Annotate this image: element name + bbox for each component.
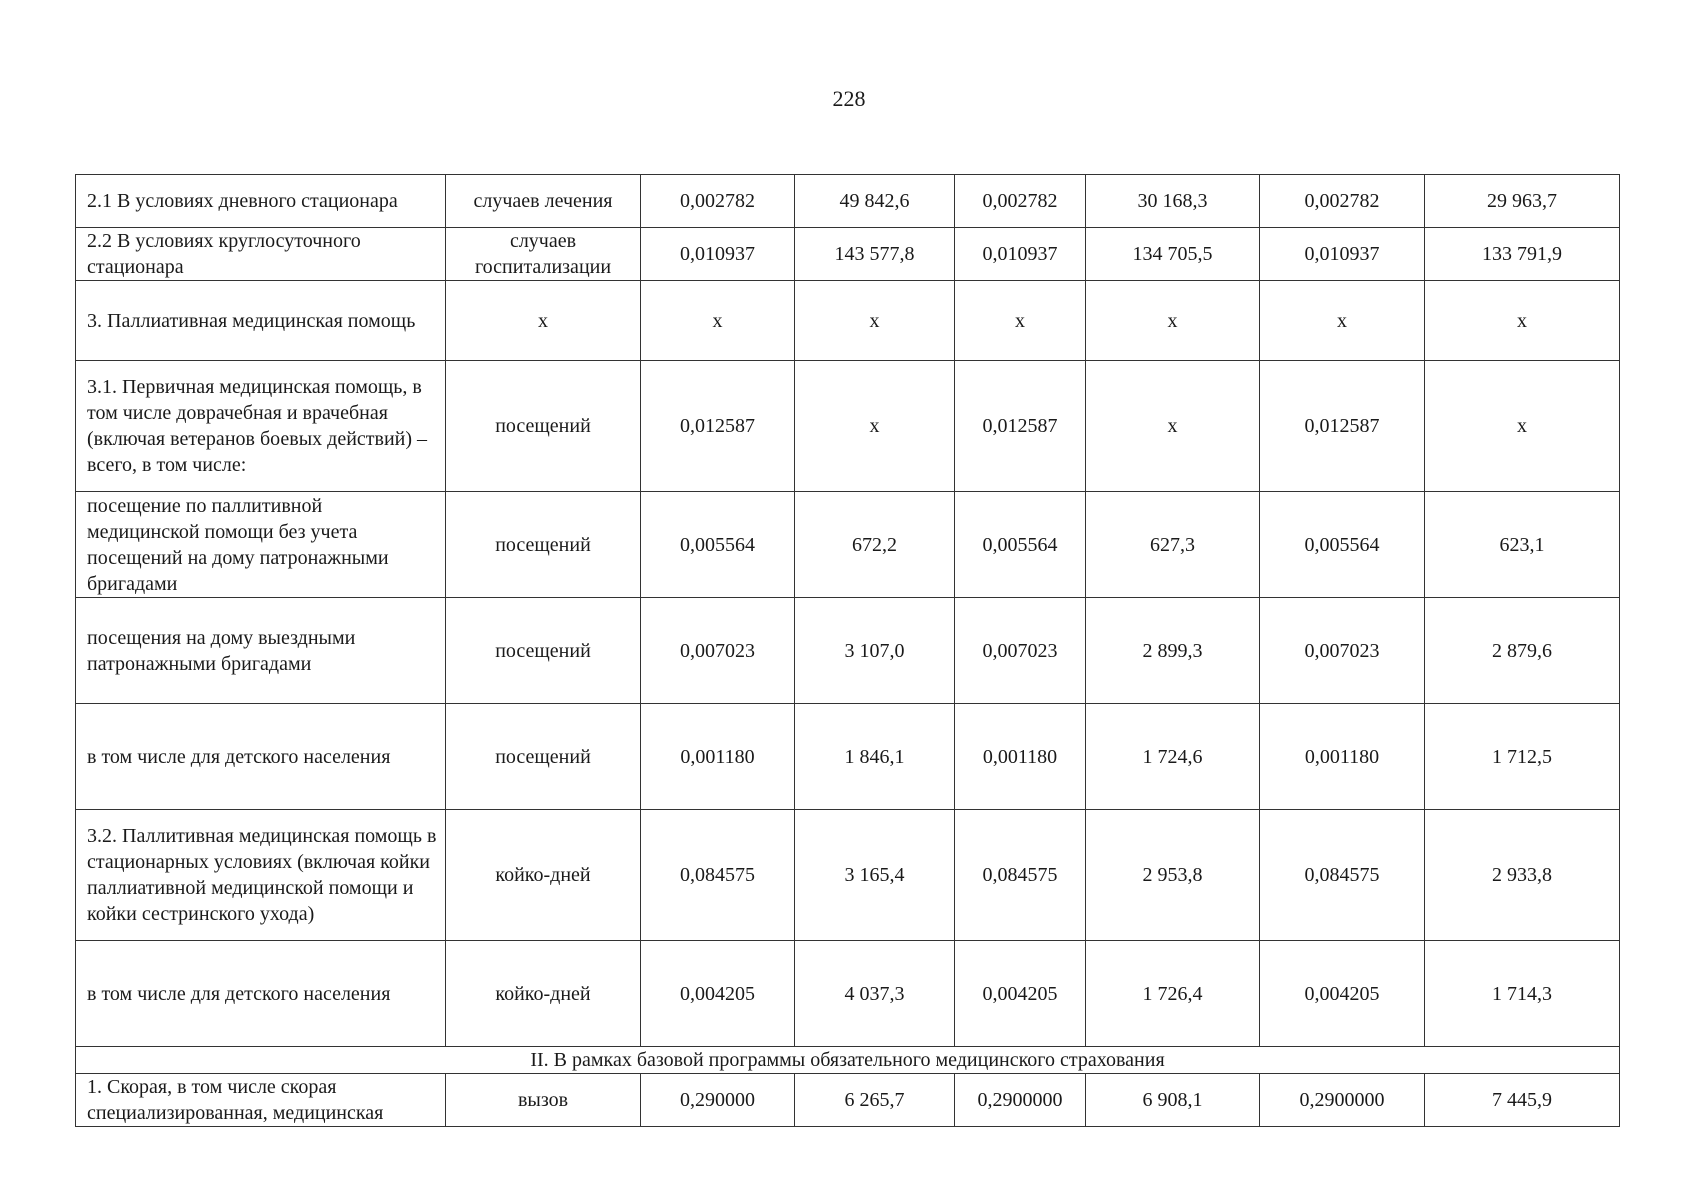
value-cell: х [1086, 281, 1260, 361]
value-cell: 0,002782 [641, 175, 795, 228]
row-description: в том числе для детского населения [76, 704, 446, 810]
value-cell: х [1086, 361, 1260, 492]
row-description: 2.1 В условиях дневного стационара [76, 175, 446, 228]
table-row [76, 492, 1620, 598]
value-cell: 0,002782 [955, 175, 1086, 228]
value-cell: 2 933,8 [1425, 810, 1620, 941]
value-cell: х [1425, 361, 1620, 492]
value-cell: 0,007023 [1260, 598, 1425, 704]
value-cell: 1 714,3 [1425, 941, 1620, 1047]
value-cell: 0,290000 [641, 1074, 795, 1127]
table-row [76, 1074, 1620, 1127]
unit-cell: посещений [446, 492, 641, 598]
unit-cell: койко-дней [446, 941, 641, 1047]
value-cell: 0,2900000 [955, 1074, 1086, 1127]
value-cell: 7 445,9 [1425, 1074, 1620, 1127]
value-cell: 0,004205 [1260, 941, 1425, 1047]
unit-cell: койко-дней [446, 810, 641, 941]
value-cell: 133 791,9 [1425, 228, 1620, 281]
table-row [76, 704, 1620, 810]
value-cell: х [641, 281, 795, 361]
value-cell: 0,010937 [1260, 228, 1425, 281]
page-number: 228 [832, 86, 866, 111]
value-cell: 0,012587 [955, 361, 1086, 492]
unit-cell: случаев госпитализации [446, 228, 641, 281]
value-cell: 143 577,8 [795, 228, 955, 281]
value-cell: 29 963,7 [1425, 175, 1620, 228]
value-cell: 0,010937 [955, 228, 1086, 281]
value-cell: 0,084575 [1260, 810, 1425, 941]
value-cell: 0,004205 [641, 941, 795, 1047]
section-header-row [76, 1047, 1620, 1074]
value-cell: 3 165,4 [795, 810, 955, 941]
row-description: 3.1. Первичная медицинская помощь, в том числе доврачебная и врачебная (включая ветеранов боевых действий) – всего, в том числе: [76, 361, 446, 492]
value-cell: х [1425, 281, 1620, 361]
value-cell: 2 899,3 [1086, 598, 1260, 704]
table-row [76, 598, 1620, 704]
value-cell: х [795, 361, 955, 492]
value-cell: 0,001180 [1260, 704, 1425, 810]
table-row [76, 810, 1620, 941]
value-cell: 0,010937 [641, 228, 795, 281]
unit-cell: х [446, 281, 641, 361]
value-cell: 1 726,4 [1086, 941, 1260, 1047]
value-cell: 0,005564 [641, 492, 795, 598]
value-cell: 2 953,8 [1086, 810, 1260, 941]
value-cell: 3 107,0 [795, 598, 955, 704]
unit-cell: посещений [446, 704, 641, 810]
value-cell: 134 705,5 [1086, 228, 1260, 281]
row-description: в том числе для детского населения [76, 941, 446, 1047]
value-cell: 0,012587 [641, 361, 795, 492]
value-cell: 672,2 [795, 492, 955, 598]
value-cell: х [795, 281, 955, 361]
value-cell: 49 842,6 [795, 175, 955, 228]
value-cell: 4 037,3 [795, 941, 955, 1047]
value-cell: 0,084575 [641, 810, 795, 941]
value-cell: 0,005564 [955, 492, 1086, 598]
value-cell: 6 265,7 [795, 1074, 955, 1127]
row-description: 1. Скорая, в том числе скорая специализированная, медицинская [76, 1074, 446, 1127]
table-row [76, 175, 1620, 228]
table-row [76, 228, 1620, 281]
row-description: 2.2 В условиях круглосуточного стационара [76, 228, 446, 281]
value-cell: 623,1 [1425, 492, 1620, 598]
value-cell: 627,3 [1086, 492, 1260, 598]
value-cell: 1 846,1 [795, 704, 955, 810]
unit-cell: вызов [446, 1074, 641, 1127]
value-cell: 0,012587 [1260, 361, 1425, 492]
value-cell: 0,2900000 [1260, 1074, 1425, 1127]
value-cell: 0,007023 [955, 598, 1086, 704]
table-row [76, 361, 1620, 492]
value-cell: 6 908,1 [1086, 1074, 1260, 1127]
volume-cost-table [75, 174, 1620, 1127]
value-cell: 0,084575 [955, 810, 1086, 941]
unit-cell: посещений [446, 598, 641, 704]
value-cell: 30 168,3 [1086, 175, 1260, 228]
table-row [76, 281, 1620, 361]
row-description: посещение по паллитивной медицинской помощи без учета посещений на дому патронажными бригадами [76, 492, 446, 598]
row-description: 3.2. Паллитивная медицинская помощь в стационарных условиях (включая койки паллиативной медицинской помощи и койки сестринского ухода) [76, 810, 446, 941]
unit-cell: случаев лечения [446, 175, 641, 228]
value-cell: 0,004205 [955, 941, 1086, 1047]
value-cell: 0,001180 [641, 704, 795, 810]
value-cell: 1 712,5 [1425, 704, 1620, 810]
value-cell: х [1260, 281, 1425, 361]
value-cell: 0,007023 [641, 598, 795, 704]
value-cell: 0,001180 [955, 704, 1086, 810]
unit-cell: посещений [446, 361, 641, 492]
value-cell: 0,002782 [1260, 175, 1425, 228]
value-cell: х [955, 281, 1086, 361]
value-cell: 2 879,6 [1425, 598, 1620, 704]
row-description: посещения на дому выездными патронажными бригадами [76, 598, 446, 704]
table-row [76, 941, 1620, 1047]
value-cell: 0,005564 [1260, 492, 1425, 598]
value-cell: 1 724,6 [1086, 704, 1260, 810]
section-header: II. В рамках базовой программы обязательного медицинского страхования [76, 1047, 1620, 1074]
row-description: 3. Паллиативная медицинская помощь [76, 281, 446, 361]
